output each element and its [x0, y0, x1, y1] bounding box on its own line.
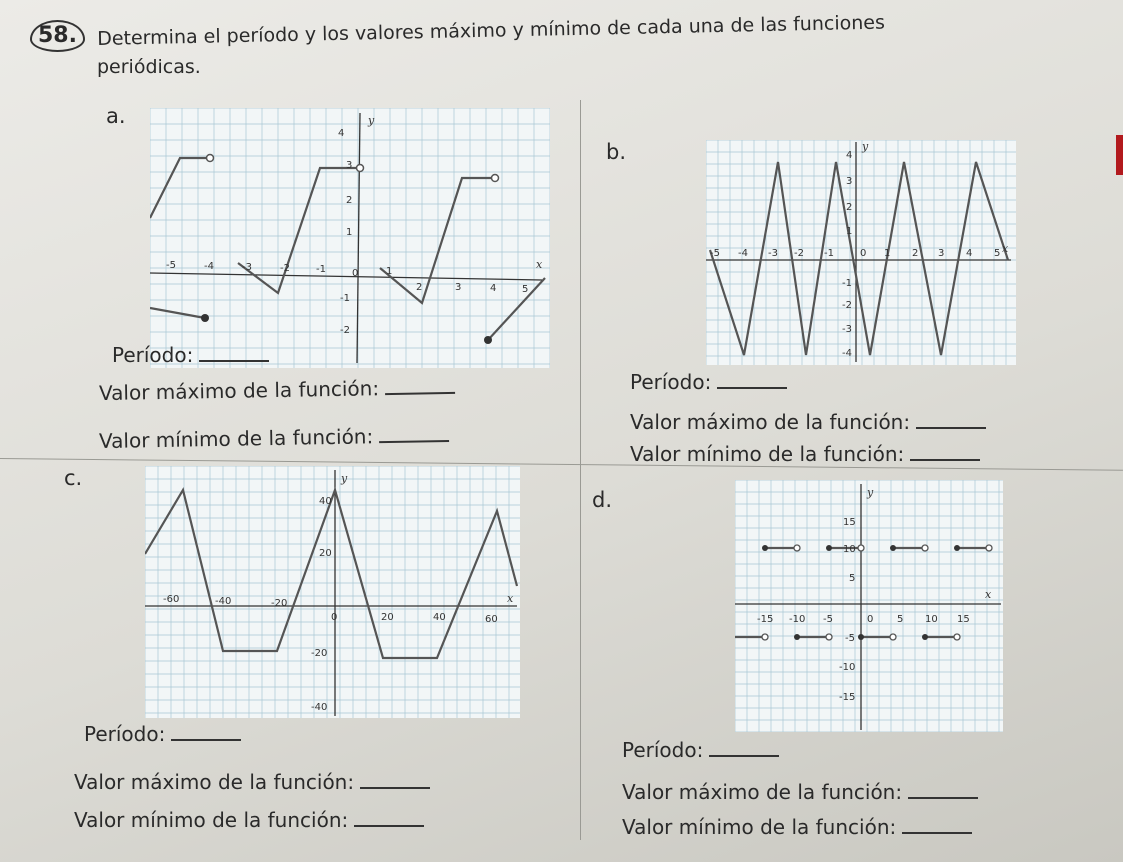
graph-a-xtick: -4: [204, 261, 214, 272]
max-label: Valor máximo de la función:: [630, 410, 911, 434]
section-b-label: b.: [606, 140, 627, 164]
section-c-max: [74, 770, 430, 794]
graph-a-ytick: -1: [340, 293, 350, 304]
graph-a-xtick: 1: [386, 266, 393, 277]
section-d-max: [622, 780, 978, 804]
section-c-min: [74, 808, 424, 832]
section-b-period: [630, 370, 787, 394]
column-divider: [580, 100, 581, 840]
graph-c-ytick: 40: [319, 496, 332, 507]
section-b-min: [630, 442, 980, 466]
period-label: Período:: [622, 738, 704, 762]
graph-d-x-axis-label: x: [985, 588, 992, 601]
section-d-label: d.: [592, 488, 613, 512]
graph-c: [145, 466, 520, 718]
graph-b-ytick: 4: [846, 150, 853, 161]
graph-b-xtick: 0: [860, 248, 867, 259]
graph-d-xtick: 15: [957, 614, 970, 625]
min-label: Valor mínimo de la función:: [74, 808, 349, 832]
graph-d-y-axis-label: y: [867, 486, 874, 499]
graph-a: [150, 108, 550, 368]
graph-b-x-axis-label: x: [1002, 242, 1009, 255]
period-label: Período:: [84, 722, 166, 746]
graph-a-xtick: 3: [455, 282, 462, 293]
answer-blank[interactable]: [908, 797, 978, 799]
graph-b-y-axis-label: y: [862, 140, 869, 153]
section-a-period: [112, 343, 269, 367]
graph-a-ytick: 4: [338, 128, 345, 139]
red-page-edge: [1116, 135, 1123, 175]
graph-a-y-axis-label: y: [368, 114, 375, 127]
graph-b-xtick: 2: [912, 248, 919, 259]
answer-blank[interactable]: [199, 360, 269, 362]
graph-c-y-axis-label: y: [341, 472, 348, 485]
graph-d-ytick: 5: [849, 573, 856, 584]
graph-b-ytick: -2: [842, 300, 852, 311]
section-b-max: [630, 410, 986, 434]
graph-b-ytick: -3: [842, 324, 852, 335]
graph-a-xtick: -3: [242, 262, 252, 273]
graph-d-xtick: 5: [897, 614, 904, 625]
instruction-line-1: Determina el período y los valores máximo y mínimo de cada una de las funciones: [97, 11, 886, 50]
graph-d-xtick: 0: [867, 614, 874, 625]
graph-c-xtick: -20: [271, 598, 288, 609]
graph-a-xtick: -5: [166, 260, 176, 271]
graph-b-ytick: 1: [846, 226, 853, 237]
graph-b-xtick: -5: [710, 248, 720, 259]
answer-blank[interactable]: [354, 825, 424, 827]
graph-b-xtick: -2: [794, 248, 804, 259]
graph-c-xtick: 0: [331, 612, 338, 623]
answer-blank[interactable]: [910, 459, 980, 461]
min-label: Valor mínimo de la función:: [622, 815, 897, 839]
graph-d-ytick: 10: [843, 544, 856, 555]
section-c-label: c.: [64, 466, 83, 490]
graph-a-ytick: -2: [340, 325, 350, 336]
answer-blank[interactable]: [379, 440, 449, 443]
answer-blank[interactable]: [916, 427, 986, 429]
section-d-period: [622, 738, 779, 762]
max-label: Valor máximo de la función:: [98, 376, 380, 406]
graph-b-xtick: 4: [966, 248, 973, 259]
graph-a-xtick: 0: [352, 268, 359, 279]
graph-a-ytick: 3: [346, 160, 353, 171]
graph-d-xtick: -10: [789, 614, 806, 625]
graph-c-xtick: 40: [433, 612, 446, 623]
graph-c-xtick: -60: [163, 594, 180, 605]
graph-c-xtick: 60: [485, 614, 498, 625]
graph-b-xtick: 5: [994, 248, 1001, 259]
period-label: Período:: [630, 370, 712, 394]
period-label: Período:: [112, 343, 194, 367]
graph-a-xtick: -1: [316, 264, 326, 275]
graph-b-ytick: 3: [846, 176, 853, 187]
graph-d-ytick: -15: [839, 692, 856, 703]
graph-d: [735, 480, 1003, 732]
section-d-min: [622, 815, 972, 839]
graph-d-ytick: -10: [839, 662, 856, 673]
graph-b-xtick: 3: [938, 248, 945, 259]
answer-blank[interactable]: [717, 387, 787, 389]
graph-c-xtick: 20: [381, 612, 394, 623]
section-a-min: [99, 423, 450, 453]
min-label: Valor mínimo de la función:: [98, 424, 374, 454]
graph-b-ytick: -1: [842, 278, 852, 289]
graph-b-ytick: 2: [846, 202, 853, 213]
graph-c-x-axis-label: x: [507, 592, 514, 605]
graph-a-ytick: 2: [346, 195, 353, 206]
graph-c-ytick: -40: [311, 702, 328, 713]
graph-d-ytick: -5: [845, 633, 855, 644]
graph-d-xtick: -15: [757, 614, 774, 625]
answer-blank[interactable]: [385, 392, 455, 395]
graph-b: [706, 140, 1016, 365]
graph-b-xtick: 1: [884, 248, 891, 259]
graph-b-xtick: -1: [824, 248, 834, 259]
graph-d-xtick: -5: [823, 614, 833, 625]
answer-blank[interactable]: [902, 832, 972, 834]
section-c-period: [84, 722, 241, 746]
graph-a-xtick: -2: [280, 263, 290, 274]
instruction-line-2: periódicas.: [97, 56, 201, 78]
section-a-label: a.: [106, 104, 126, 128]
max-label: Valor máximo de la función:: [622, 780, 903, 804]
answer-blank[interactable]: [360, 787, 430, 789]
graph-c-xtick: -40: [215, 596, 232, 607]
min-label: Valor mínimo de la función:: [630, 442, 905, 466]
graph-d-xtick: 10: [925, 614, 938, 625]
graph-a-x-axis-label: x: [536, 258, 543, 271]
answer-blank[interactable]: [709, 755, 779, 757]
graph-b-ytick: -4: [842, 348, 852, 359]
graph-a-xtick: 5: [522, 284, 529, 295]
graph-a-ytick: 1: [346, 227, 353, 238]
section-a-max: [99, 375, 455, 405]
graph-b-xtick: -3: [768, 248, 778, 259]
graph-a-xtick: 4: [490, 283, 497, 294]
graph-d-ytick: 15: [843, 517, 856, 528]
problem-number: 58.: [30, 20, 85, 52]
graph-c-ytick: -20: [311, 648, 328, 659]
answer-blank[interactable]: [171, 739, 241, 741]
graph-c-ytick: 20: [319, 548, 332, 559]
max-label: Valor máximo de la función:: [74, 770, 355, 794]
graph-b-xtick: -4: [738, 248, 748, 259]
graph-a-xtick: 2: [416, 282, 423, 293]
